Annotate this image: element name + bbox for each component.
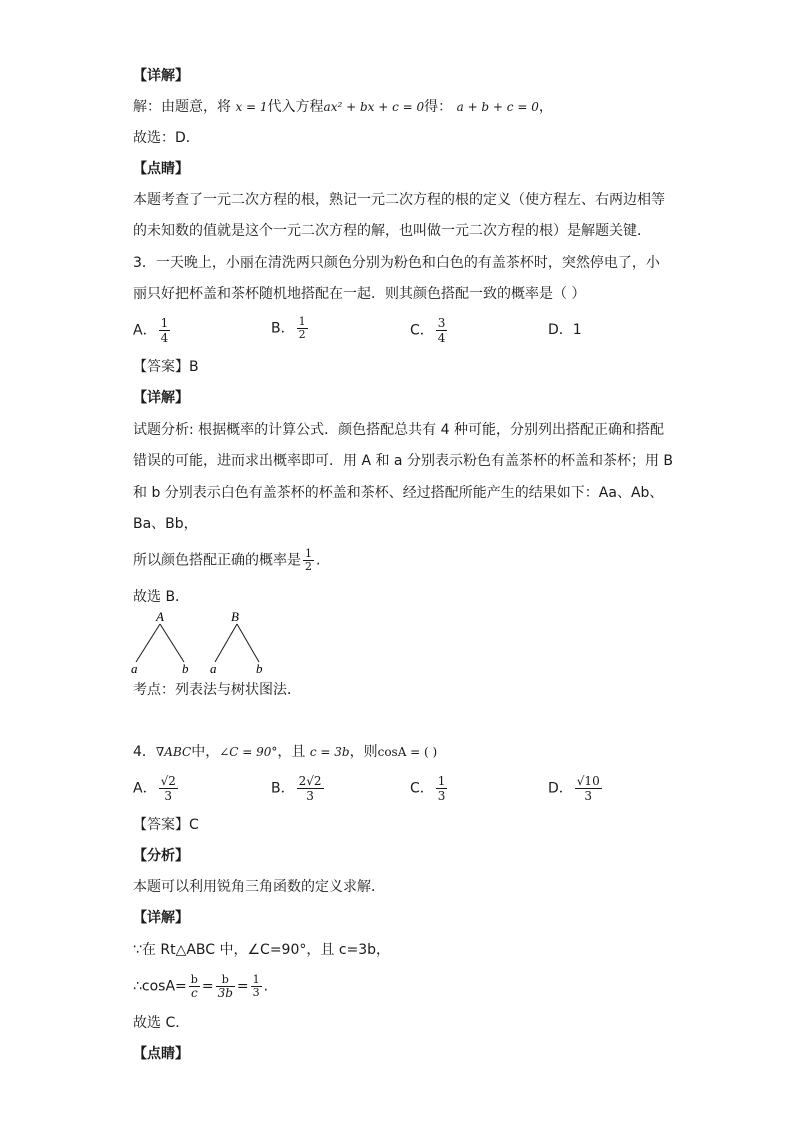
tree-diagram-a	[128, 606, 198, 676]
answer-choice: 故选 B．	[133, 589, 190, 605]
detail-heading: 【详解】	[133, 68, 189, 84]
cos-derivation: ∴cosA= $\frac{b}{c}$ = $\frac{b}{3b}$ = $\frac{1}{3}$ .	[133, 973, 269, 1000]
analysis-text: Ba、Bb，	[133, 516, 198, 532]
option-a: A． $\frac{√2}{3}$	[133, 774, 176, 803]
comment-heading: 【点睛】	[133, 161, 189, 177]
comment-text: 本题考查了一元二次方程的根，熟记一元二次方程的根的定义（使方程左、右两边相等	[133, 192, 665, 208]
option-d: D．1	[548, 322, 582, 338]
tree-left-label: a	[210, 661, 217, 676]
tree-branch-left	[215, 624, 237, 662]
option-c: C． $\frac{1}{3}$	[410, 774, 446, 803]
analysis-text: 错误的可能，进而求出概率即可．用 A 和 a 分别表示粉色有盖茶杯的杯盖和茶杯；用 B	[133, 453, 674, 469]
analysis-text: 本题可以利用锐角三角函数的定义求解．	[133, 879, 385, 895]
option-a: A． $\frac{1}{4}$	[133, 316, 169, 345]
analysis-text: 和 b 分别表示白色有盖茶杯的杯盖和茶杯、经过搭配所能产生的结果如下：Aa、Ab、	[133, 485, 664, 501]
tree-branch-right	[237, 624, 259, 662]
tree-top-label: B	[231, 609, 239, 624]
detail-heading: 【详解】	[133, 390, 189, 406]
analysis-text: 试题分析: 根据概率的计算公式．颜色搭配总共有 4 种可能，分别列出搭配正确和搭配	[133, 422, 664, 438]
kaodian-text: 考点：列表法与树状图法．	[133, 682, 301, 698]
option-d: D． $\frac{√10}{3}$	[548, 774, 600, 803]
answer-choice: 故选：D．	[133, 130, 200, 146]
question-3-stem: 3．一天晚上，小丽在清洗两只颜色分别为粉色和白色的有盖茶杯时，突然停电了，小	[133, 255, 660, 271]
tree-diagram-b	[207, 606, 277, 676]
answer-label: 【答案】C	[133, 817, 199, 833]
tree-left-label: a	[131, 661, 138, 676]
detail-text: ∵在 Rt△ABC 中，∠C=90°，且 c=3b，	[133, 942, 391, 958]
tree-branch-left	[136, 624, 160, 662]
option-b: B． $\frac{2√2}{3}$	[271, 774, 322, 803]
tree-branch-right	[160, 624, 184, 662]
probability-line: 所以颜色搭配正确的概率是 $\frac{1}{2}$ .	[133, 547, 321, 573]
option-b: B． $\frac{1}{2}$	[271, 315, 306, 341]
analysis-heading: 【分析】	[133, 848, 189, 864]
tree-right-label: b	[256, 661, 263, 676]
solution-line: 解：由题意，将 x = 1代入方程ax² + bx + c = 0得： a + b + c = 0，	[133, 99, 553, 115]
answer-label: 【答案】B	[133, 359, 199, 375]
question-3-stem: 丽只好把杯盖和茶杯随机地搭配在一起．则其颜色搭配一致的概率是（ ）	[133, 286, 586, 302]
option-c: C． $\frac{3}{4}$	[410, 316, 446, 345]
tree-right-label: b	[182, 661, 189, 676]
tree-top-label: A	[156, 609, 164, 624]
comment-text: 的未知数的值就是这个一元二次方程的解，也叫做一元二次方程的根）是解题关键．	[133, 223, 651, 239]
comment-heading: 【点睛】	[133, 1046, 189, 1062]
detail-heading: 【详解】	[133, 910, 189, 926]
answer-choice: 故选 C．	[133, 1015, 190, 1031]
question-4-stem: 4．∇ABC中，∠C = 90°，且 c = 3b，则cosA = ( )	[133, 744, 438, 760]
